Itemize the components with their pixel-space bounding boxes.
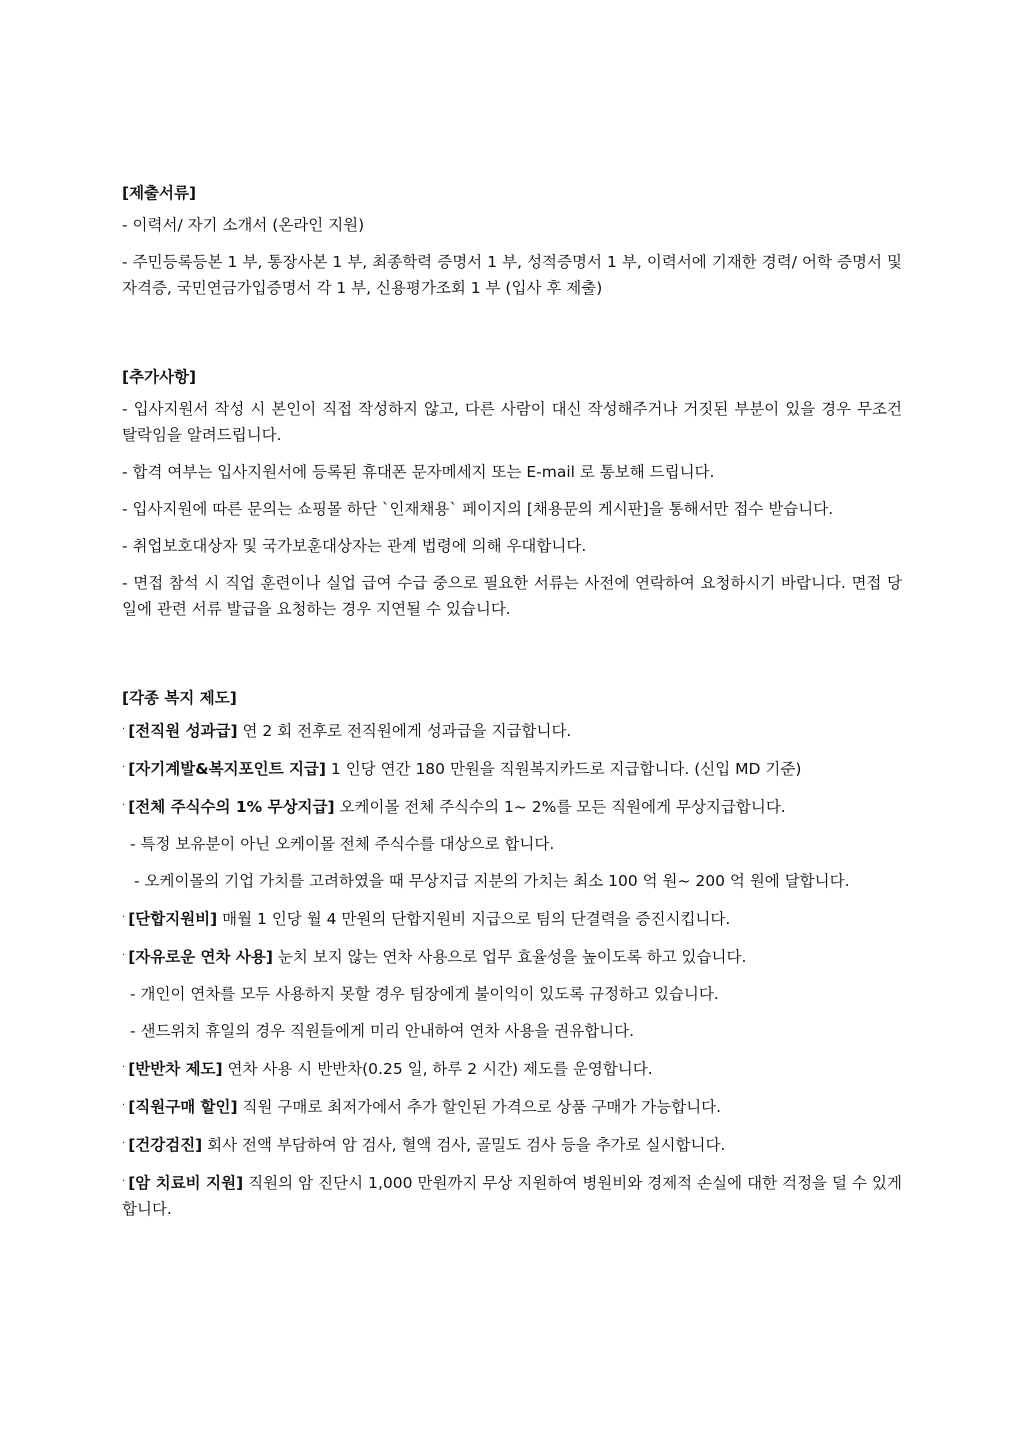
welfare-label: [암 치료비 지원] <box>128 1174 244 1192</box>
welfare-text: 오케이몰 전체 주식수의 1~ 2%를 모든 직원에게 무상지급합니다. <box>334 798 786 816</box>
welfare-item-cancer-support <box>122 1169 902 1222</box>
stock-note: - 특정 보유분이 아닌 오케이몰 전체 주식수를 대상으로 합니다. <box>130 835 555 853</box>
welfare-text: 연 2 회 전후로 전직원에게 성과급을 지급합니다. <box>237 722 572 740</box>
welfare-text: 직원 구매로 최저가에서 추가 할인된 가격으로 상품 구매가 가능합니다. <box>237 1098 722 1116</box>
bullet-dot: · <box>122 1138 126 1149</box>
additional-item: - 입사지원에 따른 문의는 쇼핑몰 하단 `인재채용` 페이지의 [채용문의 게시판]을 통해서만 접수 받습니다. <box>122 500 834 518</box>
bullet-dot: · <box>122 912 126 923</box>
welfare-label: [자기계발&복지포인트 지급] <box>128 760 326 778</box>
section-title-additional: [추가사항] <box>122 368 197 386</box>
section-title-welfare: [각종 복지 제도] <box>122 689 237 707</box>
welfare-item-leave <box>122 943 902 970</box>
bullet-dot: · <box>122 1062 126 1073</box>
welfare-item-stock <box>122 793 902 820</box>
bullet-dot: · <box>122 800 126 811</box>
leave-note: - 샌드위치 휴일의 경우 직원들에게 미리 안내하여 연차 사용을 권유합니다. <box>130 1022 635 1040</box>
welfare-item-quarter-leave <box>122 1055 902 1082</box>
welfare-item-bonus <box>122 717 902 744</box>
welfare-text: 연차 사용 시 반반차(0.25 일, 하루 2 시간) 제도를 운영합니다. <box>222 1060 653 1078</box>
additional-item: - 면접 참석 시 직업 훈련이나 실업 급여 수급 중으로 필요한 서류는 사전에 연락하여 요청하시기 바랍니다. 면접 당일에 관련 서류 발급을 요청하는 경우 지연될 수 있습니다. <box>122 574 902 618</box>
bullet-dot: · <box>122 950 126 961</box>
welfare-text: 회사 전액 부담하여 암 검사, 혈액 검사, 골밀도 검사 등을 추가로 실시합니다. <box>202 1136 726 1154</box>
additional-item: - 합격 여부는 입사지원서에 등록된 휴대폰 문자메세지 또는 E-mail 로 통보해 드립니다. <box>122 463 715 481</box>
leave-note: - 개인이 연차를 모두 사용하지 못할 경우 팀장에게 불이익이 있도록 규정하고 있습니다. <box>130 985 719 1003</box>
welfare-label: [전직원 성과급] <box>128 722 238 740</box>
welfare-label: [자유로운 연차 사용] <box>128 948 273 966</box>
bullet-dot: · <box>122 1100 126 1111</box>
additional-item: - 입사지원서 작성 시 본인이 직접 작성하지 않고, 다른 사람이 대신 작성해주거나 거짓된 부분이 있을 경우 무조건 탈락임을 알려드립니다. <box>122 400 902 444</box>
welfare-label: [건강검진] <box>128 1136 203 1154</box>
welfare-text: 직원의 암 진단시 1,000 만원까지 무상 지원하여 병원비와 경제적 손실에 대한 걱정을 덜 수 있게 합니다. <box>122 1174 902 1218</box>
welfare-item-team-fund <box>122 905 902 932</box>
stock-note: - 오케이몰의 기업 가치를 고려하였을 때 무상지급 지분의 가치는 최소 100 억 원~ 200 억 원에 달합니다. <box>134 872 850 890</box>
additional-item: - 취업보호대상자 및 국가보훈대상자는 관계 법령에 의해 우대합니다. <box>122 537 587 555</box>
bullet-dot: · <box>122 762 126 773</box>
document-page <box>122 172 902 1233</box>
welfare-text: 1 인당 연간 180 만원을 직원복지카드로 지급합니다. (신입 MD 기준) <box>325 760 802 778</box>
welfare-label: [단합지원비] <box>128 910 218 928</box>
bullet-dot: · <box>122 724 126 735</box>
documents-item: - 이력서/ 자기 소개서 (온라인 지원) <box>122 216 365 234</box>
welfare-item-health-check <box>122 1131 902 1158</box>
documents-item: - 주민등록등본 1 부, 통장사본 1 부, 최종학력 증명서 1 부, 성적증명서 1 부, 이력서에 기재한 경력/ 어학 증명서 및 자격증, 국민연금가입증명서 각 1 부, 신용평가조회 1 부 (입사 후 제출) <box>122 253 902 297</box>
bullet-dot: · <box>122 1176 126 1187</box>
welfare-item-points <box>122 755 902 782</box>
welfare-label: [반반차 제도] <box>128 1060 223 1078</box>
welfare-text: 매월 1 인당 월 4 만원의 단합지원비 지급으로 팀의 단결력을 증진시킵니다. <box>217 910 731 928</box>
welfare-item-discount <box>122 1093 902 1120</box>
section-title-documents: [제출서류] <box>122 184 197 202</box>
welfare-text: 눈치 보지 않는 연차 사용으로 업무 효율성을 높이도록 하고 있습니다. <box>272 948 747 966</box>
welfare-label: [전체 주식수의 1% 무상지급] <box>128 798 335 816</box>
welfare-label: [직원구매 할인] <box>128 1098 238 1116</box>
